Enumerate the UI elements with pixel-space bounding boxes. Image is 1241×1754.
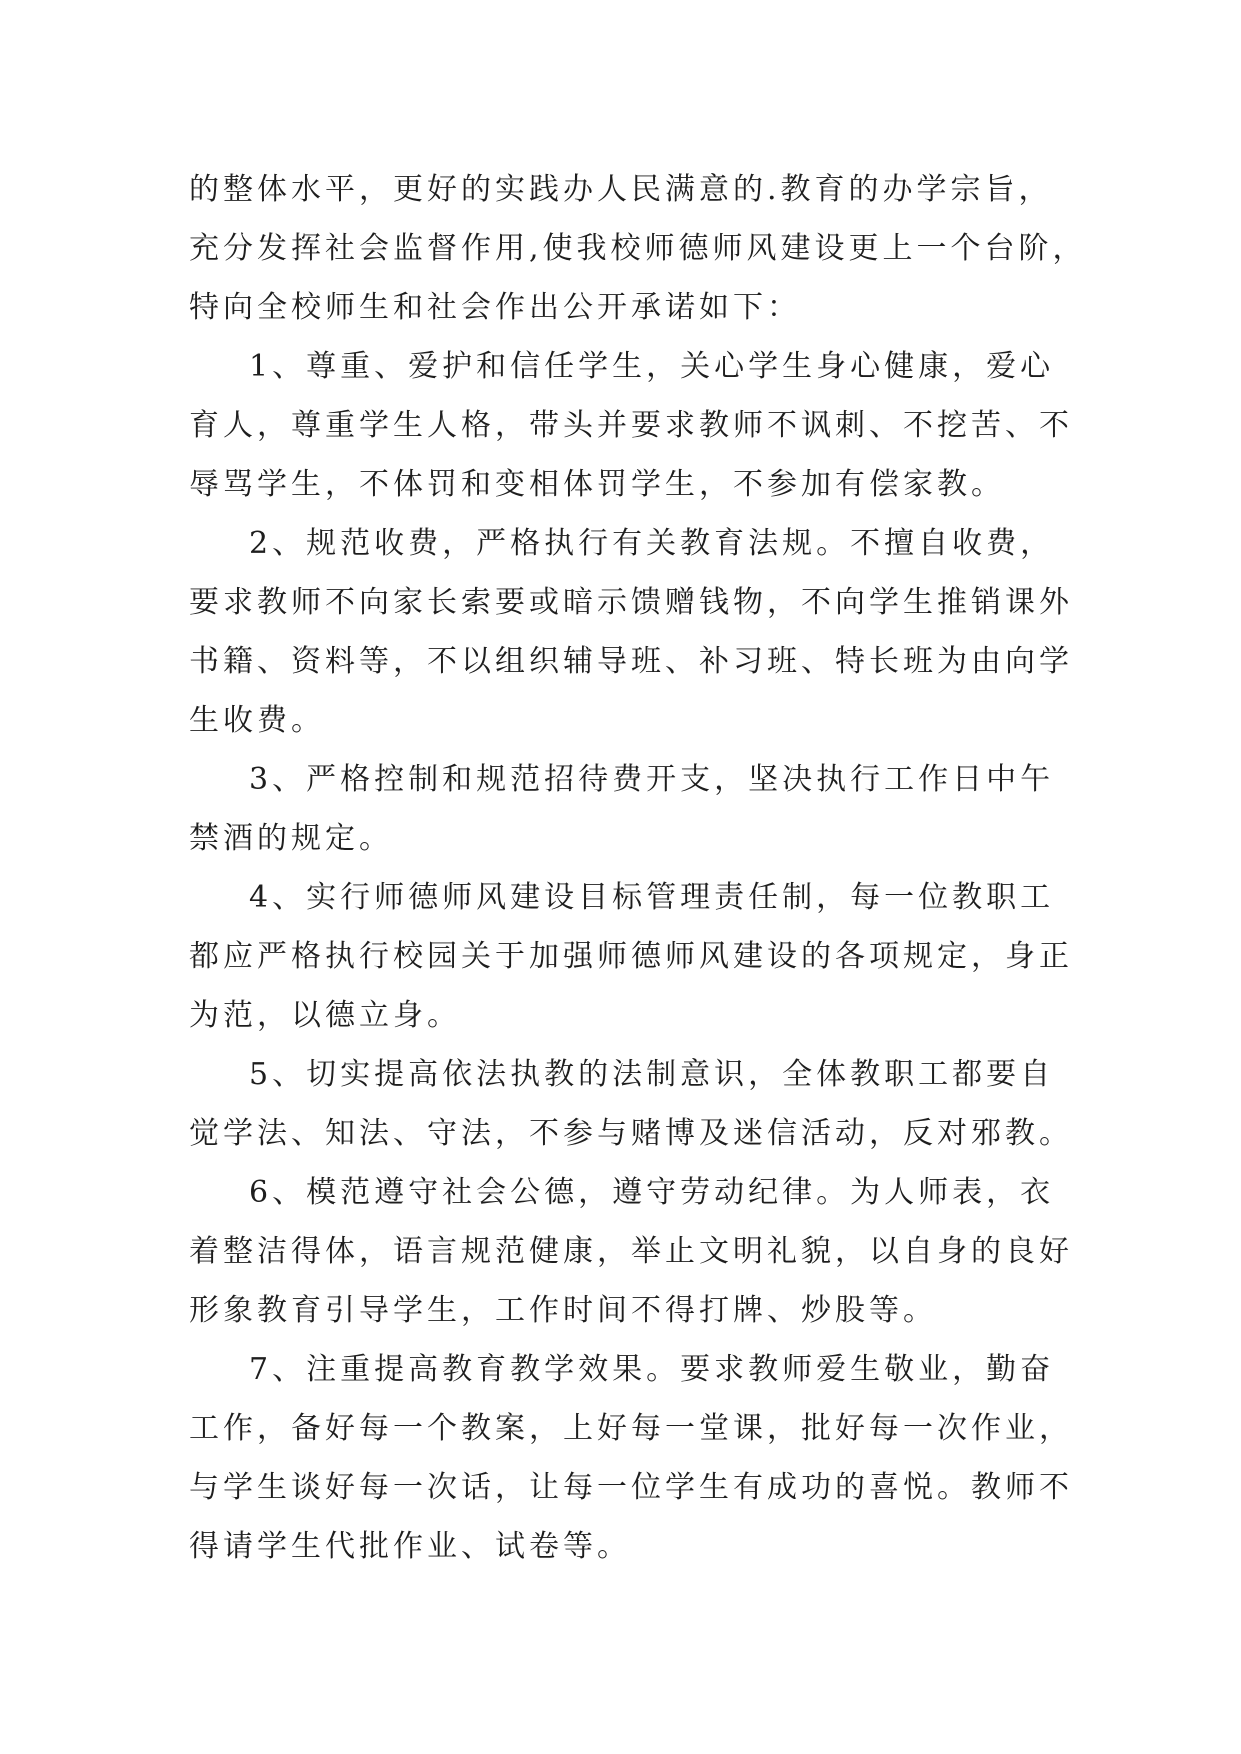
paragraph-first-line: 4、实行师德师风建设目标管理责任制，每一位教职工 — [249, 880, 1055, 915]
text-line: 得请学生代批作业、试卷等。 — [189, 1529, 631, 1564]
text-line: 书籍、资料等，不以组织辅导班、补习班、特长班为由向学 — [189, 644, 1073, 679]
text-line: 生收费。 — [189, 703, 325, 738]
text-line: 都应严格执行校园关于加强师德师风建设的各项规定，身正 — [189, 939, 1073, 974]
text-line: 充分发挥社会监督作用,使我校师德师风建设更上一个台阶， — [189, 231, 1087, 266]
text-line: 特向全校师生和社会作出公开承诺如下： — [189, 290, 801, 325]
document-body — [189, 160, 1089, 1576]
paragraph-first-line: 7、注重提高教育教学效果。要求教师爱生敬业，勤奋 — [249, 1352, 1055, 1387]
text-line: 觉学法、知法、守法，不参与赌博及迷信活动，反对邪教。 — [189, 1116, 1073, 1151]
text-line: 工作，备好每一个教案，上好每一堂课，批好每一次作业， — [189, 1411, 1073, 1446]
text-line: 辱骂学生，不体罚和变相体罚学生，不参加有偿家教。 — [189, 467, 1005, 502]
text-line: 的整体水平，更好的实践办人民满意的.教育的办学宗旨， — [189, 172, 1053, 207]
paragraph-first-line: 3、严格控制和规范招待费开支，坚决执行工作日中午 — [249, 762, 1055, 797]
paragraph-first-line: 5、切实提高依法执教的法制意识，全体教职工都要自 — [249, 1057, 1055, 1092]
text-line: 禁酒的规定。 — [189, 821, 393, 856]
text-line: 育人，尊重学生人格，带头并要求教师不讽刺、不挖苦、不 — [189, 408, 1073, 443]
text-line: 与学生谈好每一次话，让每一位学生有成功的喜悦。教师不 — [189, 1470, 1073, 1505]
text-line: 为范，以德立身。 — [189, 998, 461, 1033]
text-line: 形象教育引导学生，工作时间不得打牌、炒股等。 — [189, 1293, 937, 1328]
paragraph-first-line: 2、规范收费，严格执行有关教育法规。不擅自收费， — [249, 526, 1055, 561]
text-line: 要求教师不向家长索要或暗示馈赠钱物，不向学生推销课外 — [189, 585, 1073, 620]
paragraph-first-line: 6、模范遵守社会公德，遵守劳动纪律。为人师表，衣 — [249, 1175, 1055, 1210]
text-line: 着整洁得体，语言规范健康，举止文明礼貌，以自身的良好 — [189, 1234, 1073, 1269]
paragraph-first-line: 1、尊重、爱护和信任学生，关心学生身心健康，爱心 — [249, 349, 1055, 384]
